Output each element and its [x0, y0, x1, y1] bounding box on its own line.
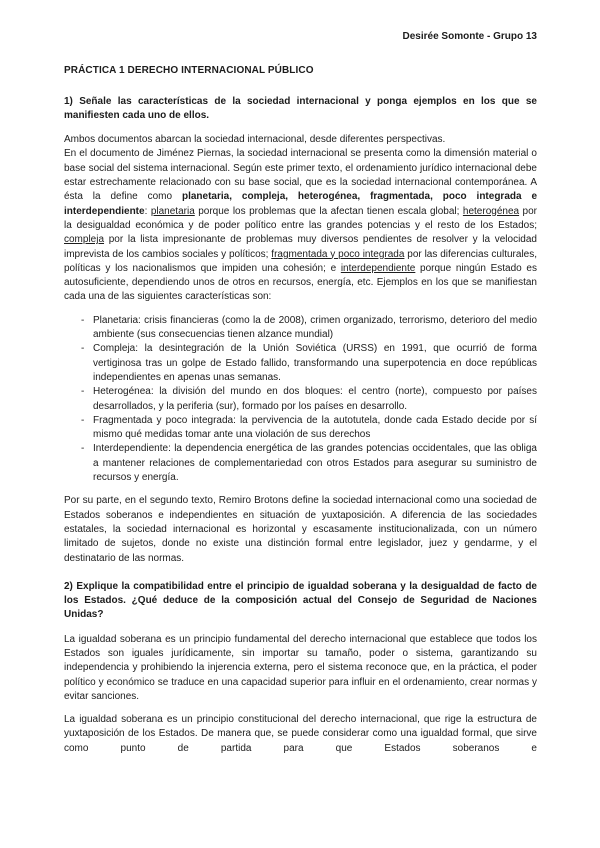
q2-paragraph-2: La igualdad soberana es un principio constitucional del derecho internacional, que rige la estructura de yuxtaposición de los Estados. De manera que, se puede considerar como una igualdad formal, que sirve como punto de partida para que Estados soberanos e [64, 714, 537, 754]
list-item-planetaria: - Planetaria: crisis financieras (como la de 2008), crimen organizado, terrorismo, deterioro del medio ambiente (sus consecuencias tienen alzance mundial) [64, 314, 537, 343]
q1-intro-paragraph: Ambos documentos abarcan la sociedad internacional, desde diferentes perspectivas. [64, 134, 446, 146]
q1-characteristics-list [64, 314, 537, 486]
q2-paragraph-1: La igualdad soberana es un principio fundamental del derecho internacional que establece que todos los Estados son iguales jurídicamente, sin importar su tamaño, poder o sistema, garantizando su independencia y prohibiendo la injerencia externa, pero el sistema reconoce que, en la práctica, el poder político y económico se traduce en una capacidad superior para influir en el ordenamiento, crear normas y evitar sanciones. [64, 633, 537, 702]
document-title: PRÁCTICA 1 DERECHO INTERNACIONAL PÚBLICO [64, 65, 314, 77]
list-item-compleja: - Compleja: la desintegración de la Unión Soviética (URSS) en 1991, que ocurrió de forma vertiginosa tras un golpe de Estado fallido, transformando una superpotencia en doce repúblicas independientes en apenas unas semanas. [64, 342, 537, 385]
list-item-interdependiente: - Interdependiente: la dependencia energética de las grandes potencias occidentales, que las obliga a mantener relaciones de complementariedad con otros Estados para asegurar su suministro de recursos y energía. [64, 442, 537, 485]
question-2-heading: 2) Explique la compatibilidad entre el principio de igualdad soberana y la desigualdad de facto de los Estados. ¿Qué deduce de la composición actual del Consejo de Seguridad de Naciones Unidas? [64, 580, 537, 621]
q1-second-text-paragraph: Por su parte, en el segundo texto, Remiro Brotons define la sociedad internacional como una sociedad de Estados soberanos e independientes en situación de yuxtaposición. A diferencia de las sociedades estatales, la sociedad internacional es horizontal y escasamente institucionalizada, con un número limitado de sujetos, donde no existe una distinción formal entre legislador, juez y gendarme, y el destinatario de las normas. [64, 495, 537, 564]
list-item-heterogenea: - Heterogénea: la división del mundo en dos bloques: el centro (norte), compuesto por países desarrollados, y la periferia (sur), formado por los países en desarrollo. [64, 385, 537, 414]
q1-main-paragraph: En el documento de Jiménez Piernas, la sociedad internacional se presenta como la dimensión material o base social del sistema internacional. Según este primer texto, el ordenamiento jurídico internacional debe estar estrechamente relacionado con su base social, que es la sociedad internacional contemporánea. A ésta la define como planetaria, compleja, heterogénea, fragmentada, poco integrada e interdependiente: planetaria porque los problemas que la afectan tienen escala global; heterogénea por la desigualdad económica y de poder político entre las grandes potencias y el resto de los Estados; compleja por la lista impresionante de problemas muy diversos pendientes de resolver y la velocidad imprevista de los cambios sociales y políticos; fragmentada y poco integrada por las diferencias culturales, políticas y los nacionalismos que impiden una cohesión; e interdependiente porque ningún Estado es autosuficiente, dependiendo unos de otros en recursos, energía, etc. Ejemplos en los que se manifiestan cada una de las siguientes características son: [64, 148, 538, 303]
question-1-heading: 1) Señale las características de la sociedad internacional y ponga ejemplos en los que se manifiesten cada uno de ellos. [64, 95, 537, 121]
author-group-header: Desirée Somonte - Grupo 13 [402, 31, 537, 42]
list-item-fragmentada: - Fragmentada y poco integrada: la pervivencia de la autotutela, donde cada Estado decide por sí mismo qué medidas tomar ante una violación de sus derechos [64, 414, 537, 443]
